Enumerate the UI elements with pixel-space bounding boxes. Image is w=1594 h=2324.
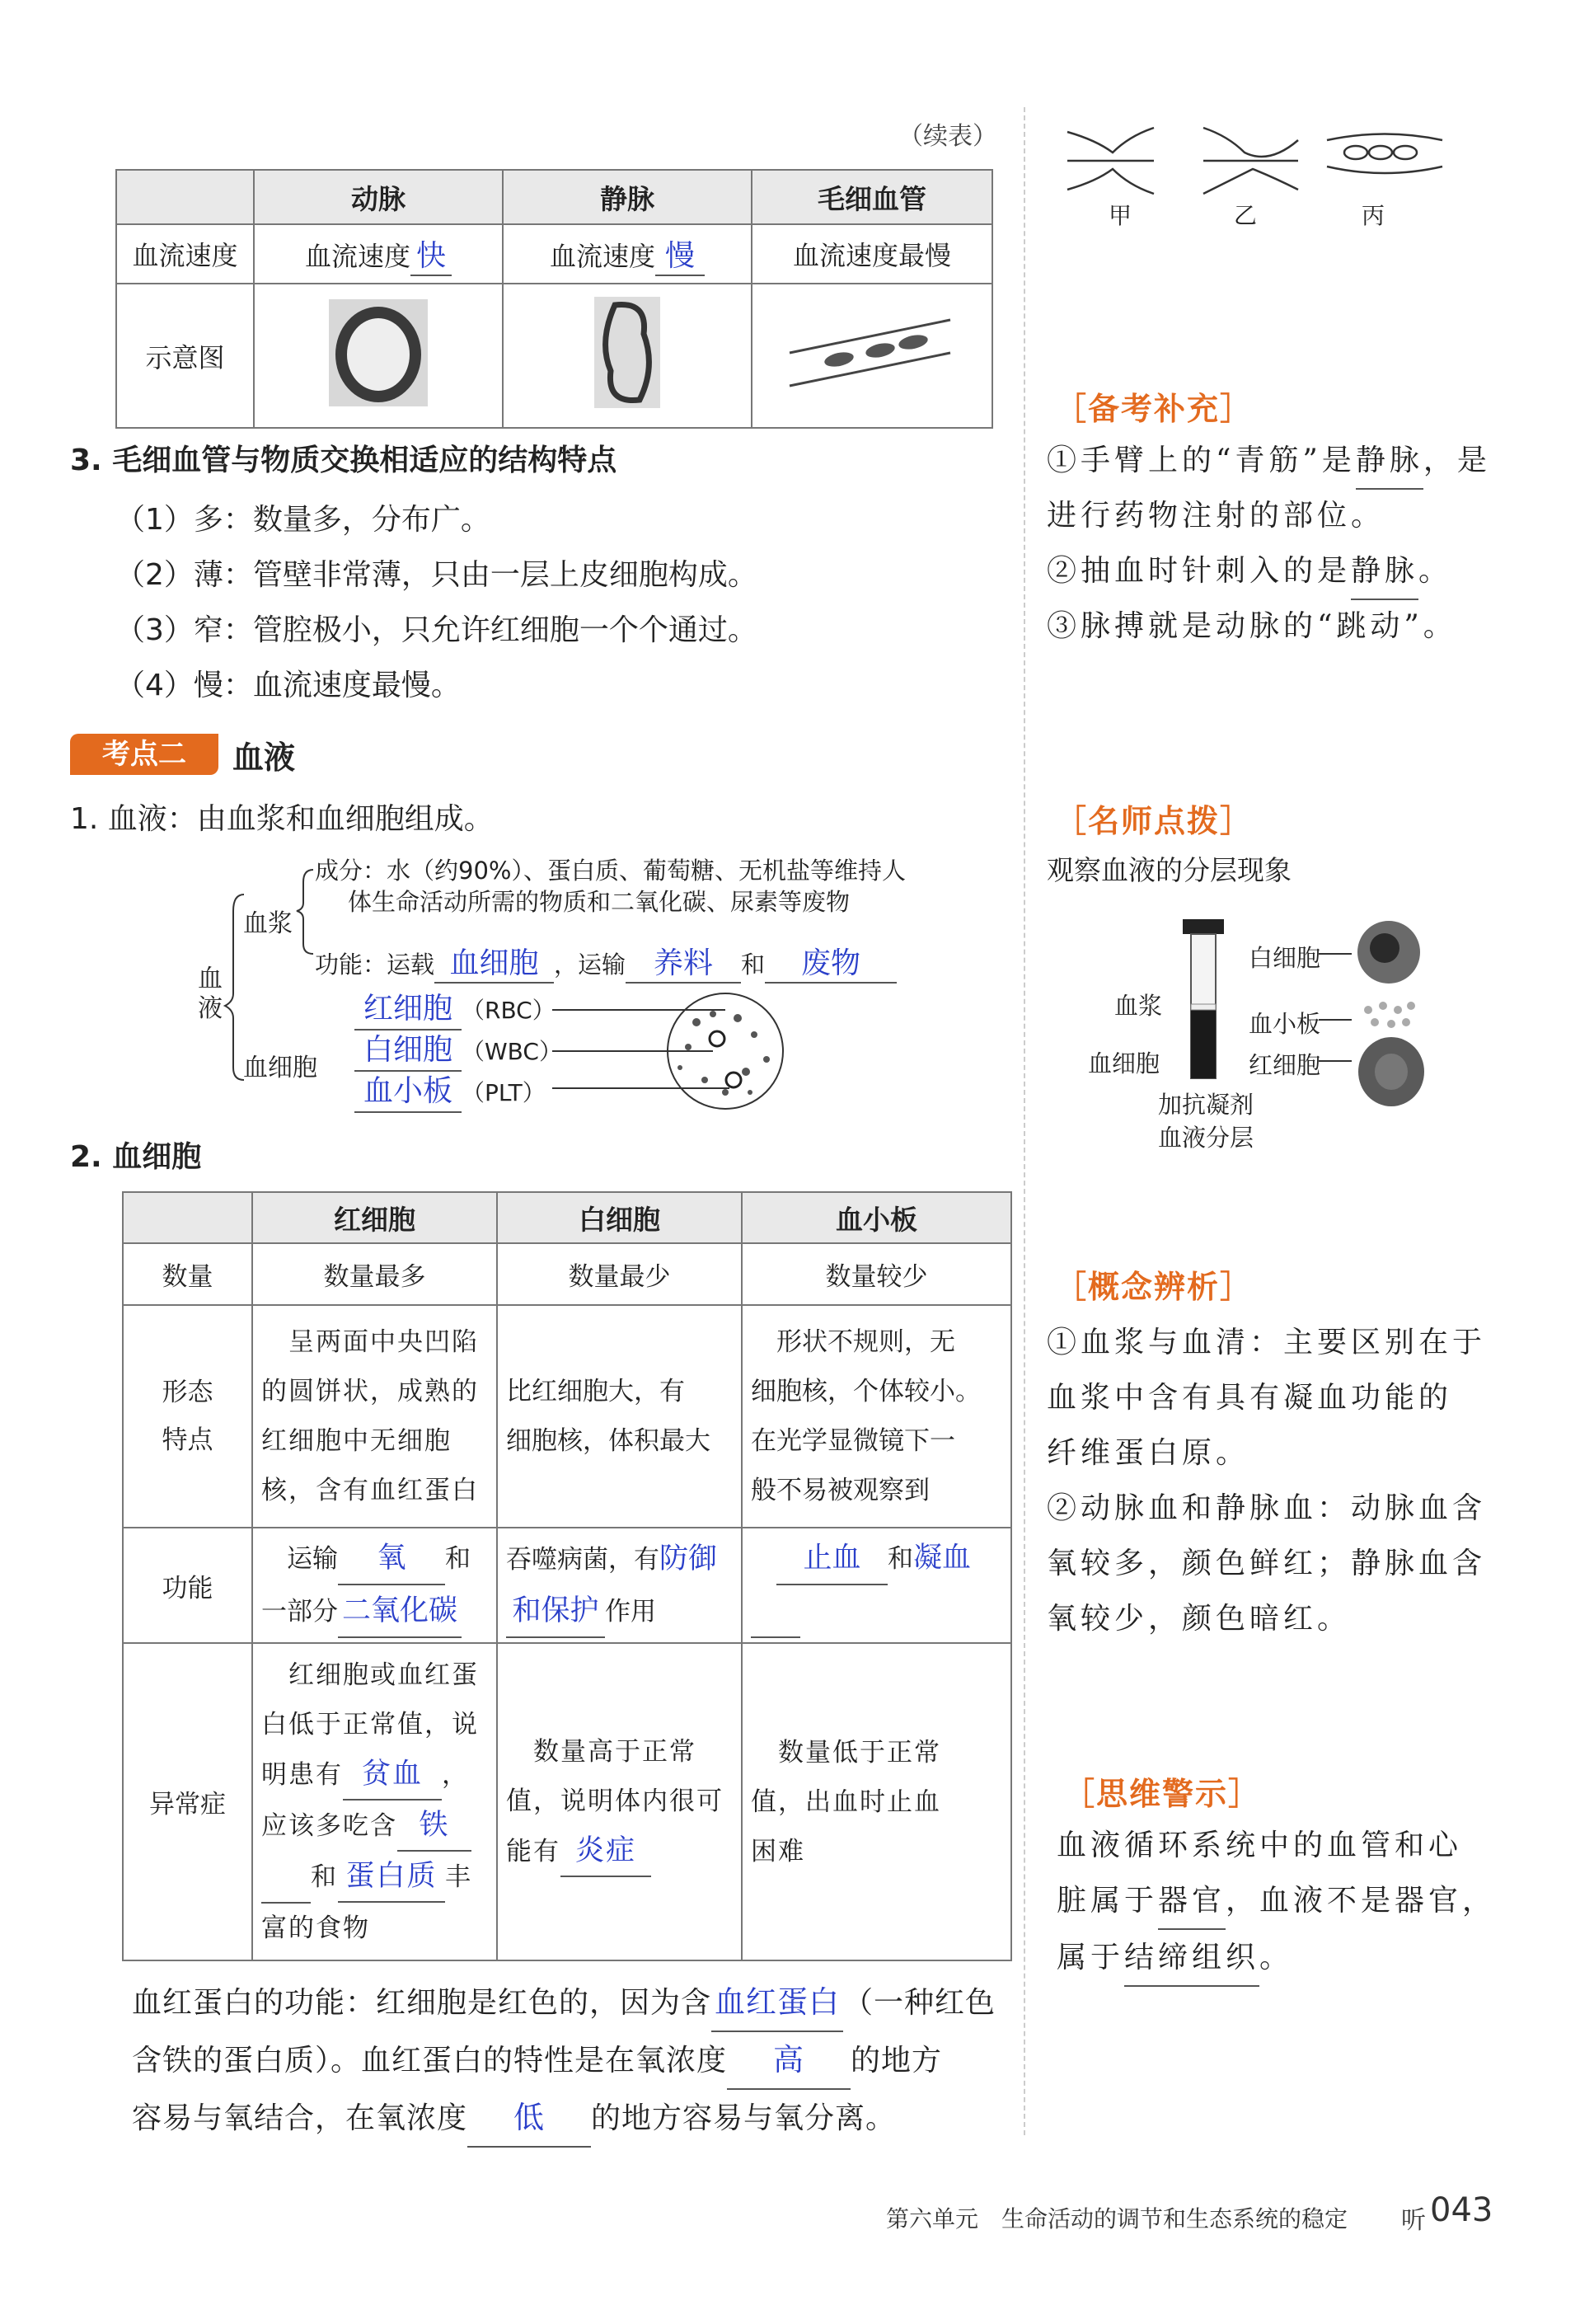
shape-label: 形态 特点 [123,1305,252,1528]
vein-speed: 血流速度 慢 [503,224,752,284]
vessel-header-capillary: 毛细血管 [752,170,992,224]
vein-diagram [503,284,752,428]
plt-count: 数量较少 [742,1243,1011,1305]
beikao-line-3: ②抽血时针刺入的是静脉。 [1047,543,1452,600]
rbc-disease: 红细胞或血红蛋 白低于正常值，说 明患有 贫血 ， 应该多吃含 铁 和 蛋白质 丰 富的食物 [252,1643,497,1960]
plt-disease: 数量低于正常 值，出血时止血 困难 [742,1643,1011,1960]
cell-header-rbc: 红细胞 [252,1192,497,1243]
flow-label-bing: 丙 [1362,202,1385,229]
speed-label: 血流速度 [116,224,254,284]
section3-item-2: （2）薄：管壁非常薄，只由一层上皮细胞构成。 [115,558,757,592]
vessel-header-blank [116,170,254,224]
artery-speed: 血流速度 快 [254,224,503,284]
column-divider [1024,107,1025,2135]
footer-unit: 第六单元 生命活动的调节和生态系统的稳定 [886,2205,1348,2232]
capillary-speed: 血流速度最慢 [752,224,992,284]
section3-item-4: （4）慢：血流速度最慢。 [115,669,461,702]
tree-cells: 血细胞 [243,1054,317,1082]
tube-cells-label: 血细胞 [1088,1049,1160,1077]
vessel-header-artery: 动脉 [254,170,503,224]
tree-root-xue: 血 液 [198,965,223,1023]
hemoglobin-paragraph: 血红蛋白的功能：红细胞是红色的，因为含 血红蛋白 （一种红色 含铁的蛋白质）。血红蛋白的特性是在氧浓度 高 的地方 容易与氧结合，在氧浓度 低 的地方容易与氧分离。 [132,1974,996,2148]
cell-header-plt: 血小板 [742,1192,1011,1243]
mingshi-title: ［名师点拨］ [1055,803,1254,839]
section3-item-1: （1）多：数量多，分布广。 [115,503,490,537]
tube-rbc-label: 红细胞 [1249,1051,1321,1079]
blood-smear-diagram [548,989,795,1113]
artery-speed-answer: 快 [410,232,452,276]
diagram-label: 示意图 [116,284,254,428]
tube-wbc-label: 白细胞 [1249,944,1321,972]
tree-plasma: 血浆 [243,909,293,938]
mingshi-subtitle: 观察血液的分层现象 [1047,854,1292,886]
kaodian-tag: 考点二 [70,734,218,775]
cell-header-wbc: 白细胞 [497,1192,742,1243]
blood-flow-diagram [1063,115,1451,206]
gainian-text: ①血浆与血清：主要区别在于 血浆中含有具有凝血功能的 纤维蛋白原。 ②动脉血和静脉血：动脉血含 氧较多，颜色鲜红；静脉血含 氧较少，颜色暗红。 [1047,1326,1487,1636]
beikao-title: ［备考补充］ [1055,391,1254,427]
function-label: 功能 [123,1528,252,1643]
wbc-function: 吞噬病菌，有防御 和保护 作用 [497,1528,742,1643]
tube-caption: 加抗凝剂 血液分层 [1158,1091,1254,1152]
vein-cross-section-image [590,293,664,412]
cells-heading: 2. 血细胞 [70,1140,202,1174]
kaodian-title: 血液 [232,739,296,776]
disease-label: 异常症 [123,1643,252,1960]
wbc-shape: 比红细胞大，有 细胞核，体积最大 [497,1305,742,1528]
plt-function: 止血 和凝血 [742,1528,1011,1643]
cell-types: 红细胞 （RBC） 白细胞 （WBC） 血小板 （PLT） [354,989,562,1113]
tube-plasma-label: 血浆 [1114,992,1163,1020]
blood-definition: 1. 血液：由血浆和血细胞组成。 [70,802,494,836]
section3-title: 3. 毛细血管与物质交换相适应的结构特点 [70,444,617,477]
gainian-title: ［概念辨析］ [1055,1269,1254,1305]
artery-cross-section-image [325,295,432,411]
wbc-disease: 数量高于正常 值，说明体内很可 能有 炎症 [497,1643,742,1960]
plasma-function: 功能：运载 血细胞 ，运输 养料 和 废物 [315,940,897,984]
section3-item-3: （3）窄：管腔极小，只允许红细胞一个个通过。 [115,613,757,647]
flow-label-yi: 乙 [1234,202,1258,229]
beikao-line-2: 进行药物注射的部位。 [1047,499,1385,533]
siwei-title: ［思维警示］ [1063,1776,1262,1812]
artery-diagram [254,284,503,428]
cell-table [122,1191,1012,1961]
plasma-composition: 成分：水（约90%）、蛋白质、葡萄糖、无机盐等维持人 体生命活动所需的物质和二氧化碳、尿素等废物 [315,857,906,916]
wbc-count: 数量最少 [497,1243,742,1305]
test-tube-image [1179,919,1228,1084]
capillary-image [781,316,963,390]
plt-shape: 形状不规则，无 细胞核，个体较小。 在光学显微镜下一 般不易被观察到 [742,1305,1011,1528]
rbc-count: 数量最多 [252,1243,497,1305]
cell-header-blank [123,1192,252,1243]
beikao-line-1: ①手臂上的“青筋”是静脉，是 [1047,433,1491,490]
siwei-text: 血液循环系统中的血管和心 脏属于器官，血液不是器官， 属于结缔组织。 [1057,1818,1496,1987]
count-label: 数量 [123,1243,252,1305]
tube-plt-label: 血小板 [1249,1010,1321,1038]
vessel-table [115,169,993,429]
footer-ting: 听 [1401,2206,1426,2235]
vessel-header-vein: 静脉 [503,170,752,224]
vein-speed-answer: 慢 [655,232,705,276]
capillary-diagram [752,284,992,428]
rbc-function: 运输 氧 和 一部分 二氧化碳 [252,1528,497,1643]
continued-label: （续表） [898,122,997,151]
rbc-shape: 呈两面中央凹陷 的圆饼状，成熟的 红细胞中无细胞 核，含有血红蛋白 [252,1305,497,1528]
beikao-line-4: ③脉搏就是动脉的“跳动”。 [1047,609,1457,643]
blood-cell-images [1319,907,1426,1121]
page-number: 043 [1430,2191,1493,2229]
flow-label-jia: 甲 [1109,202,1132,229]
